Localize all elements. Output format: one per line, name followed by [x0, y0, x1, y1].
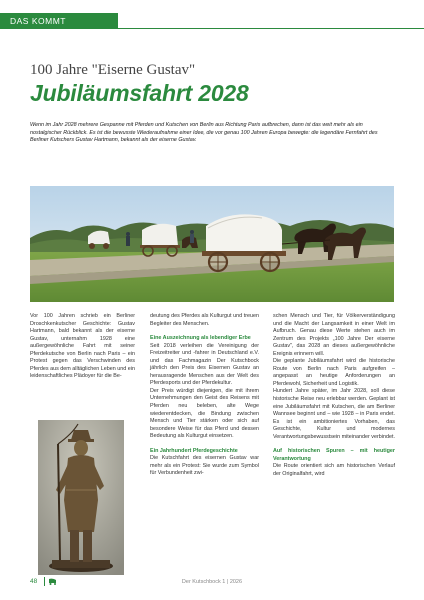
section-rule — [118, 28, 424, 29]
body-paragraph: Die Kutschfahrt des eisernen Gustav war mehr als ein Protest: Sie wurde zum Symbol für Verbundenheit zwi- — [150, 455, 259, 477]
body-paragraph: Vor 100 Jahren schrieb ein Berliner Droschkenkutscher Geschichte: Gustav Hartmann, bald bekannt als der eiserne Gustav, unternahm 1928 eine außergewöhnliche Fahrt mit seiner Pferdekutsche von Berlin nach Paris – ein Protest gegen das Verschwinden des Pferdes aus dem alltäglichen Leben und ein leidenschaftliches Plädoyer für die Be- — [30, 313, 135, 380]
page-number: 48 — [30, 578, 38, 585]
body-paragraph: Die Route orientiert sich am historischen Verlauf der Originalfahrt, wird — [273, 463, 395, 477]
body-paragraph: Seit 2018 verleihen die Vereinigung der Freizeitreiter und -fahrer in Deutschland e.V. und das Fachmagazin Der Kutschbock jährlich den Preis des Eisernen Gustav an herausragende Menschen aus der Welt des Pferdesports und der Pferdekultur. — [150, 342, 259, 387]
subheading: Auf historischen Spuren – mit heutiger Verantwortung — [273, 448, 395, 462]
figurine-illustration — [38, 420, 124, 575]
subheading: Ein Jahrhundert Pferdegeschichte — [150, 447, 238, 454]
body-paragraph: Die geplante Jubiläumsfahrt wird die historische Route von Berlin nach Paris aufgreifen – angepasst an heutige Anforderungen an Pferdewohl, Sicherheit und Logistik. — [273, 358, 395, 387]
article-overline: 100 Jahre "Eiserne Gustav" — [30, 62, 196, 78]
body-paragraph: Der Preis würdigt diejenigen, die mit ihrem Unternehmungen den Geist des Reisens mit Pferden neu beleben, alte Wege wiederentdecken, die Bindung zwischen Mensch und Tier stärken oder sich auf besondere Weise für das Pferd und dessen Bedeutung als Kulturgut einsetzen. — [150, 387, 259, 440]
column-3 — [273, 313, 395, 478]
article-title: Jubiläumsfahrt 2028 — [30, 80, 249, 106]
carriage-photo — [30, 186, 394, 302]
column-1 — [30, 313, 135, 381]
article-lead: Wenn im Jahr 2028 mehrere Gespanne mit Pferden und Kutschen von Berlin aus Richtung Paris aufbrechen, dann ist das weit mehr als ein nostalgischer Rückblick. Es ist die bewusste Wiederaufnahme einer Idee, die vor genau 100 Jahren Europa bewegte: die legendäre Fernfahrt des Berliner Kutschers Gustav Hartmann, bekannt als der eiserne Gustav. — [30, 122, 378, 144]
publication-footer: Der Kutschbock 1 | 2026 — [181, 579, 243, 585]
column-2 — [150, 313, 259, 478]
body-paragraph: deutung des Pferdes als Kulturgut und treuen Begleiter des Menschen. — [150, 313, 259, 327]
bronze-figurine-photo — [38, 420, 124, 575]
covered-wagons-illustration — [30, 186, 394, 302]
section-label: DAS KOMMT — [10, 16, 66, 26]
body-paragraph: Hundert Jahre später, im Jahr 2028, soll diese historische Reise neu erlebbar werden. Geplant ist eine Jubiläumsfahrt mit Kutschen, die am Berliner Wannsee beginnt und – wie 1928 – in Paris endet. Es ist ein ambitioniertes Vorhaben, das Geschichte, Kultur und modernes Verantwortungsbewusstsein miteinander verbindet. — [273, 388, 395, 440]
body-paragraph: schen Mensch und Tier, für Völkerverständigung und die Macht der Langsamkeit in einer Welt im Aufbruch. Genau diese Werte stehen auch im Zentrum des Projekts „100 Jahre Der eiserne Gustav", das 2028 an dieses außergewöhnliche Ereignis erinnern will. — [273, 313, 395, 357]
section-tab — [0, 13, 118, 29]
subheading: Eine Auszeichnung als lebendiger Erbe — [150, 335, 251, 342]
